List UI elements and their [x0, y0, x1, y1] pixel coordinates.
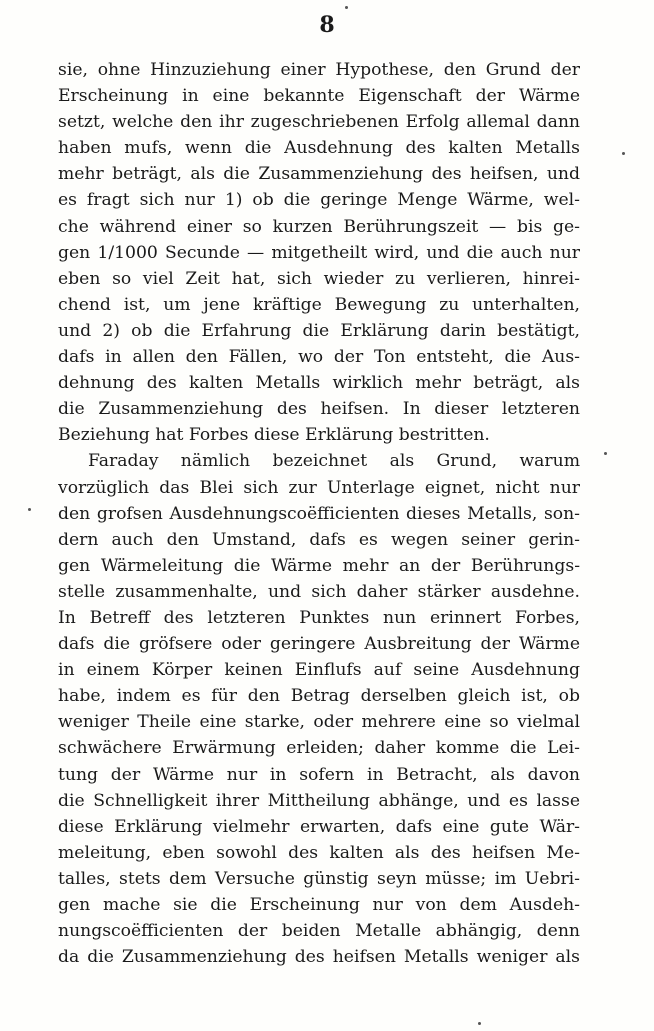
- text-line: sie, ohne Hinzuziehung einer Hypothese, den Grund der: [58, 60, 580, 80]
- text-line: eben so viel Zeit hat, sich wieder zu verlieren, hinrei-: [58, 268, 580, 289]
- scan-speck: [604, 452, 607, 455]
- text-line: da die Zusammenziehung des heifsen Metalls weniger als: [58, 947, 580, 968]
- text-line: den grofsen Ausdehnungscoëfficienten dieses Metalls, son-: [58, 503, 580, 524]
- scan-speck: [28, 508, 31, 511]
- scan-speck: [478, 1022, 481, 1025]
- text-line: die Zusammenziehung des heifsen. In dieser letzteren: [58, 399, 580, 420]
- text-line: dafs in allen den Fällen, wo der Ton entsteht, die Aus-: [58, 347, 580, 368]
- text-line: setzt, welche den ihr zugeschriebenen Erfolg allemal dann: [58, 112, 580, 133]
- scan-speck: [622, 152, 625, 155]
- scan-speck: [345, 6, 348, 9]
- text-line: diese Erklärung vielmehr erwarten, dafs eine gute Wär-: [58, 816, 580, 837]
- text-line: und 2) ob die Erfahrung die Erklärung darin bestätigt,: [58, 320, 580, 341]
- text-line: Beziehung hat Forbes diese Erklärung bestritten.: [58, 425, 490, 446]
- text-line: chend ist, um jene kräftige Bewegung zu unterhalten,: [58, 294, 580, 315]
- text-line: weniger Theile eine starke, oder mehrere eine so vielmal: [58, 712, 580, 733]
- text-line: gen 1/1000 Secunde — mitgetheilt wird, und die auch nur: [58, 242, 580, 263]
- text-line: gen Wärmeleitung die Wärme mehr an der Berührungs-: [58, 555, 580, 576]
- text-line: dafs die gröfsere oder geringere Ausbreitung der Wärme: [58, 634, 580, 655]
- text-line: In Betreff des letzteren Punktes nun erinnert Forbes,: [58, 607, 580, 628]
- text-line: che während einer so kurzen Berührungszeit — bis ge-: [58, 216, 580, 237]
- text-line: in einem Körper keinen Einflufs auf seine Ausdehnung: [58, 660, 580, 681]
- page-number: 8: [319, 12, 335, 38]
- text-line: Erscheinung in eine bekannte Eigenschaft der Wärme: [58, 86, 580, 107]
- text-line: vorzüglich das Blei sich zur Unterlage eignet, nicht nur: [58, 477, 580, 498]
- text-line: habe, indem es für den Betrag derselben gleich ist, ob: [58, 686, 580, 707]
- text-line: Faraday nämlich bezeichnet als Grund, warum: [88, 451, 580, 472]
- text-line: die Schnelligkeit ihrer Mittheilung abhänge, und es lasse: [58, 790, 580, 811]
- text-line: mehr beträgt, als die Zusammenziehung des heifsen, und: [58, 164, 580, 185]
- text-line: meleitung, eben sowohl des kalten als des heifsen Me-: [58, 842, 580, 863]
- text-line: dern auch den Umstand, dafs es wegen seiner gerin-: [58, 529, 580, 550]
- text-line: schwächere Erwärmung erleiden; daher komme die Lei-: [58, 738, 580, 759]
- body-text: [58, 57, 580, 970]
- text-line: haben mufs, wenn die Ausdehnung des kalten Metalls: [58, 138, 580, 159]
- text-line: talles, stets dem Versuche günstig seyn müsse; im Uebri-: [58, 868, 580, 889]
- text-line: tung der Wärme nur in sofern in Betracht, als davon: [58, 764, 580, 785]
- text-line: nungscoëfficienten der beiden Metalle abhängig, denn: [58, 921, 580, 942]
- text-line: dehnung des kalten Metalls wirklich mehr beträgt, als: [58, 373, 580, 394]
- text-line: gen mache sie die Erscheinung nur von dem Ausdeh-: [58, 895, 580, 915]
- text-line: stelle zusammenhalte, und sich daher stärker ausdehne.: [58, 581, 580, 602]
- text-line: es fragt sich nur 1) ob die geringe Menge Wärme, wel-: [58, 190, 580, 211]
